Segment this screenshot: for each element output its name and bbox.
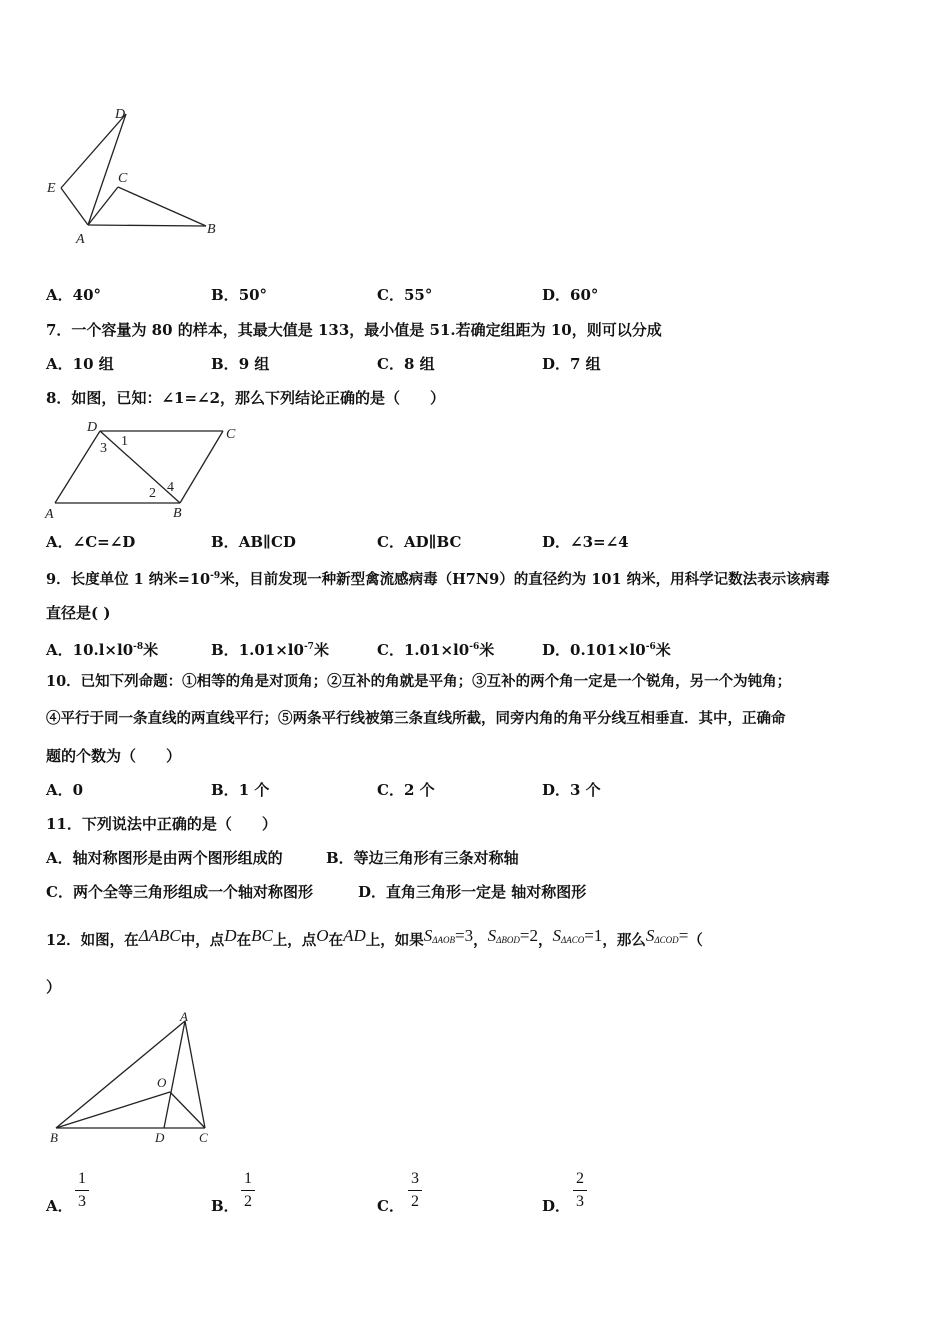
q10-option-d[interactable] [542, 780, 601, 800]
q9-option-b[interactable] [211, 637, 329, 660]
q12-text: 上，如果 [365, 932, 424, 949]
q7-option-b[interactable] [211, 354, 269, 374]
q6-option-b[interactable] [211, 285, 267, 305]
denominator: 2 [244, 1193, 252, 1210]
label-angle-2: 2 [149, 486, 156, 501]
q10-stem-line1: 10．已知下列命题：①相等的角是对顶角；②互补的角就是平角；③互补的两个角一定是一个锐角，另一个为钝角； [46, 673, 792, 690]
numerator: 3 [411, 1170, 419, 1187]
label-b: B [173, 506, 182, 521]
q12-text: ，那么 [602, 932, 646, 949]
q6-option-a[interactable] [46, 285, 101, 305]
option-letter: B． [211, 641, 239, 659]
q8-option-b[interactable] [211, 532, 296, 552]
label-angle-1: 1 [121, 434, 128, 449]
q12-comma: ， [538, 932, 553, 949]
q12-paren-close: ） [46, 978, 62, 996]
math-value: =1 [584, 926, 603, 945]
numerator: 1 [244, 1170, 252, 1187]
q11-option-b[interactable]: B．等边三角形有三条对称轴 [326, 849, 519, 867]
math-subscript: ΔBOD [496, 935, 520, 945]
segment-cb [118, 187, 206, 226]
math-area-aob [424, 926, 473, 945]
segment-ea [61, 188, 88, 225]
figure-q12 [40, 1005, 230, 1155]
q12-text: 12．如图，在 [46, 932, 139, 949]
option-exponent: -7 [303, 642, 314, 652]
q12-stem [46, 922, 703, 955]
option-text: AD∥BC [403, 533, 462, 551]
option-text: 55° [403, 286, 433, 304]
option-letter: B． [211, 286, 239, 304]
option-unit: 米 [479, 641, 495, 659]
label-b: B [50, 1130, 58, 1145]
segment-ad [164, 1021, 185, 1128]
option-letter: D． [542, 533, 571, 551]
option-text: 60° [570, 286, 599, 304]
q8-option-c[interactable] [377, 532, 461, 552]
option-text: 1 个 [238, 781, 270, 799]
q6-option-c[interactable] [377, 285, 432, 305]
q10-stem-line2: ④平行于同一条直线的两直线平行；⑤两条平行线被第三条直线所截，同旁内角的角平分线互相垂直．其中，正确命 [46, 710, 786, 727]
q12-option-c-fraction[interactable] [408, 1170, 422, 1211]
math-point-d: D [224, 926, 237, 945]
option-letter: D． [542, 781, 571, 799]
q7-option-a[interactable] [46, 354, 114, 374]
option-letter: B． [211, 781, 239, 799]
segment-bo [56, 1092, 170, 1128]
label-d: D [115, 107, 126, 122]
q11-option-d[interactable]: D．直角三角形一定是 轴对称图形 [358, 883, 587, 901]
option-letter: A． [46, 533, 73, 551]
fraction-bar [408, 1190, 422, 1191]
option-letter: B． [211, 533, 239, 551]
label-c: C [226, 427, 236, 442]
denominator: 3 [78, 1193, 86, 1210]
q10-stem-line3: 题的个数为（ ） [46, 747, 182, 765]
option-text: 10.l×l0 [72, 641, 134, 659]
q8-option-d[interactable] [542, 532, 629, 552]
math-triangle-abc: ΔABC [138, 926, 181, 945]
math-subscript: ΔACO [561, 935, 585, 945]
q9-stem-line2: 直径是( ) [46, 604, 111, 622]
math-s: S [645, 926, 655, 945]
label-a: A [45, 507, 54, 522]
q9-stem [46, 566, 830, 590]
q9-option-d[interactable] [542, 637, 671, 660]
q7-stem: 7．一个容量为 80 的样本，其最大值是 133，最小值是 51.若确定组距为 10，则可以分成 [46, 321, 662, 339]
label-c: C [199, 1130, 208, 1145]
q12-option-a-fraction[interactable] [75, 1170, 89, 1211]
option-text: ∠3=∠4 [570, 533, 629, 551]
math-point-o: O [316, 926, 329, 945]
option-letter: A． [46, 286, 73, 304]
math-area-cod [646, 926, 688, 945]
option-text: 10 组 [72, 355, 114, 373]
math-value: =3 [455, 926, 474, 945]
label-angle-3: 3 [100, 441, 107, 456]
math-s: S [423, 926, 433, 945]
option-letter: C． [377, 641, 404, 659]
q12-text: 在 [236, 932, 252, 949]
q12-option-b-letter[interactable]: B． [211, 1197, 239, 1215]
q7-option-d[interactable] [542, 354, 601, 374]
label-b: B [207, 222, 216, 237]
numerator: 1 [78, 1170, 86, 1187]
option-text: 40° [72, 286, 102, 304]
option-text: 9 组 [238, 355, 270, 373]
denominator: 2 [411, 1193, 419, 1210]
option-exponent: -8 [133, 642, 144, 652]
q12-text: 在 [328, 932, 344, 949]
option-text: 0.101×l0 [570, 641, 646, 659]
math-value: = [678, 926, 689, 945]
q10-option-b[interactable] [211, 780, 269, 800]
option-letter: D． [542, 355, 571, 373]
option-text: AB∥CD [238, 533, 296, 551]
q12-comma: ， [473, 932, 488, 949]
option-unit: 米 [655, 641, 671, 659]
q12-option-c-letter[interactable]: C． [377, 1197, 404, 1215]
figure-q8 [40, 415, 250, 525]
option-text: 2 个 [403, 781, 435, 799]
option-unit: 米 [143, 641, 159, 659]
q12-option-d-letter[interactable]: D． [542, 1197, 571, 1215]
q9-stem-part: 米，目前发现一种新型禽流感病毒（H7N9）的直径约为 101 纳米，用科学记数法表示该病毒 [220, 571, 830, 588]
option-letter: A． [46, 355, 73, 373]
q12-option-d-fraction[interactable] [573, 1170, 587, 1211]
label-a: A [76, 232, 85, 247]
option-exponent: -6 [469, 642, 480, 652]
option-text: 1.01×l0 [403, 641, 470, 659]
segment-ad [55, 431, 100, 503]
label-o: O [157, 1075, 167, 1090]
option-letter: C． [377, 286, 404, 304]
label-a: A [180, 1009, 188, 1024]
q9-option-c[interactable] [377, 637, 494, 660]
math-s: S [552, 926, 561, 945]
numerator: 2 [576, 1170, 584, 1187]
option-text: 0 [72, 781, 84, 799]
q11-option-a[interactable]: A．轴对称图形是由两个图形组成的 [46, 849, 283, 867]
segment-ab [88, 225, 206, 226]
option-letter: D． [542, 641, 571, 659]
option-exponent: -6 [645, 642, 656, 652]
math-area-bod [488, 926, 538, 945]
q12-option-b-fraction[interactable] [241, 1170, 255, 1211]
q7-option-c[interactable] [377, 354, 435, 374]
fraction-bar [241, 1190, 255, 1191]
denominator: 3 [576, 1193, 584, 1210]
math-subscript: ΔAOB [432, 935, 456, 945]
math-subscript: ΔCOD [654, 935, 679, 945]
option-letter: B． [211, 355, 239, 373]
option-letter: C． [377, 781, 404, 799]
segment-ad [88, 114, 126, 225]
option-text: ∠C=∠D [72, 533, 136, 551]
figure-q6 [40, 100, 230, 250]
q10-option-c[interactable] [377, 780, 435, 800]
fraction-bar [75, 1190, 89, 1191]
q11-stem: 11．下列说法中正确的是（ ） [46, 815, 277, 833]
q12-paren-open: （ [688, 932, 703, 949]
math-segment-bc: BC [251, 926, 273, 945]
q11-option-c[interactable]: C．两个全等三角形组成一个轴对称图形 [46, 883, 313, 901]
option-letter: A． [46, 781, 73, 799]
option-letter: A． [46, 641, 73, 659]
segment-ed [61, 114, 126, 188]
q12-option-a-letter[interactable]: A． [46, 1197, 73, 1215]
label-d: D [155, 1130, 165, 1145]
q9-exponent: -9 [210, 571, 221, 581]
math-area-aco [553, 926, 603, 945]
math-value: =2 [519, 926, 538, 945]
q8-option-a[interactable] [46, 532, 135, 552]
segment-ac [185, 1021, 205, 1128]
label-angle-4: 4 [167, 480, 174, 495]
label-e: E [47, 181, 56, 196]
option-letter: C． [377, 533, 404, 551]
q9-option-a[interactable] [46, 637, 158, 660]
segment-bc [180, 431, 223, 503]
label-d: D [87, 420, 98, 435]
math-segment-ad: AD [343, 926, 366, 945]
math-s: S [487, 926, 497, 945]
option-text: 50° [238, 286, 268, 304]
option-text: 8 组 [403, 355, 435, 373]
option-letter: C． [377, 355, 404, 373]
q6-option-d[interactable] [542, 285, 598, 305]
q9-stem-part: 9．长度单位 1 纳米=10 [46, 571, 211, 588]
option-text: 7 组 [570, 355, 601, 373]
option-unit: 米 [313, 641, 329, 659]
segment-ac [88, 187, 118, 225]
option-text: 1.01×l0 [238, 641, 304, 659]
fraction-bar [573, 1190, 587, 1191]
option-text: 3 个 [570, 781, 601, 799]
q12-text: 中，点 [180, 932, 225, 949]
q12-text: 上，点 [272, 932, 317, 949]
label-c: C [118, 171, 128, 186]
q8-stem: 8．如图，已知：∠1=∠2，那么下列结论正确的是（ ） [46, 389, 446, 407]
option-letter: D． [542, 286, 571, 304]
q10-option-a[interactable] [46, 780, 83, 800]
